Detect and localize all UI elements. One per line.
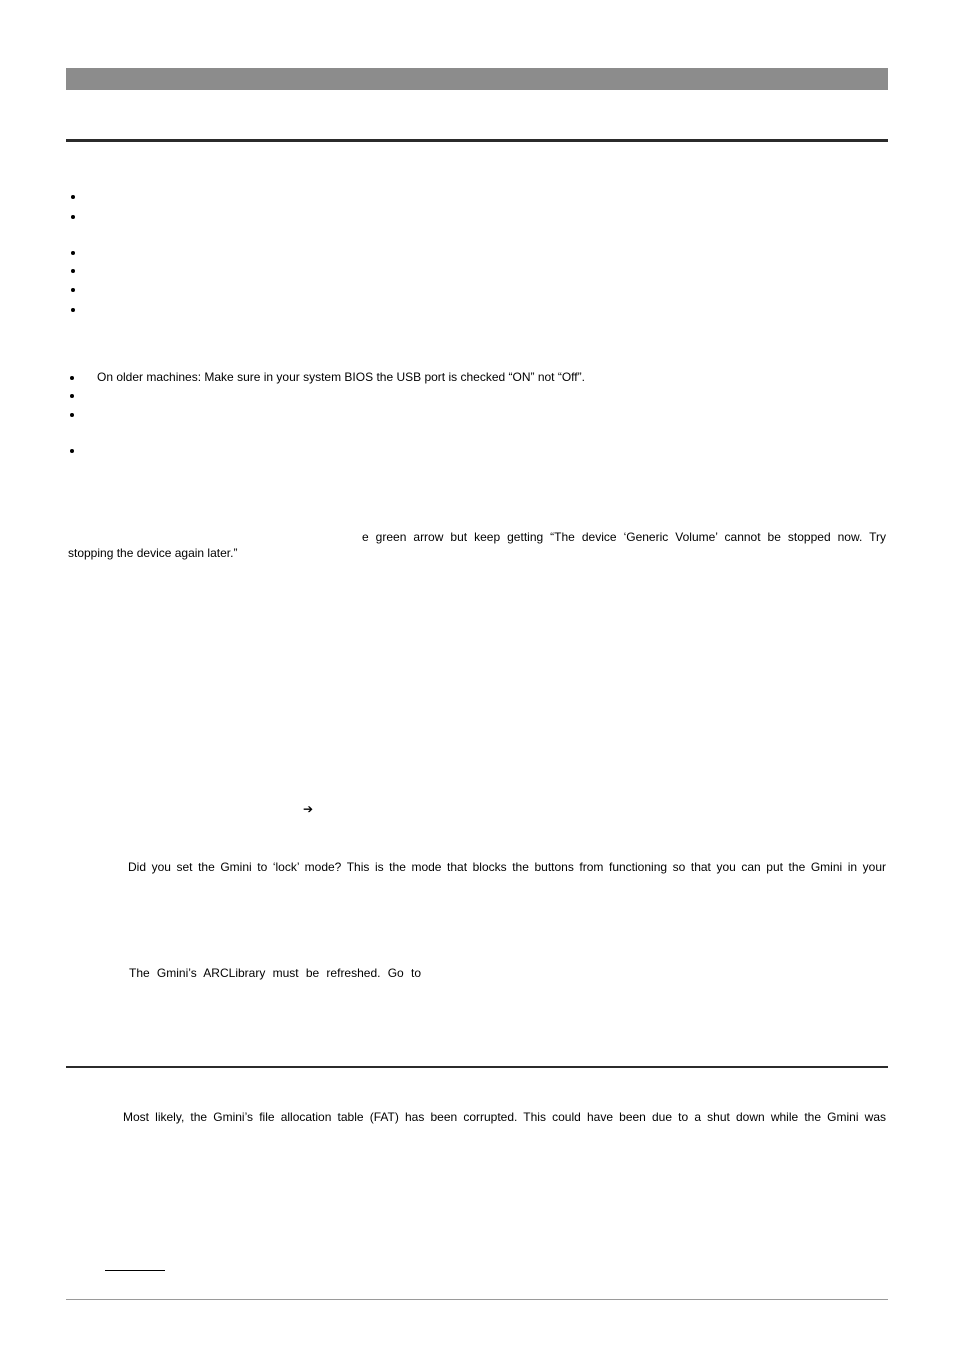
bullet-marker: [71, 251, 75, 255]
underline-mark: [105, 1270, 165, 1271]
footer-divider: [66, 1299, 888, 1300]
bullet-marker: [70, 449, 74, 453]
usb-bios-tip: On older machines: Make sure in your system BIOS the USB port is checked “ON” not “Off”.: [97, 370, 585, 384]
lock-mode-text: Did you set the Gmini to ‘lock’ mode? This is the mode that blocks the buttons from functioning so that you can put the Gmini in your: [128, 860, 886, 874]
bullet-marker: [71, 308, 75, 312]
section-divider-top: [66, 139, 888, 142]
stop-device-line-1: e green arrow but keep getting “The device ‘Generic Volume’ cannot be stopped now. Try: [362, 530, 886, 544]
bullet-marker: [71, 288, 75, 292]
header-bar: [66, 68, 888, 90]
bullet-marker: [71, 195, 75, 199]
bullet-marker: [71, 215, 75, 219]
stop-device-line-2: stopping the device again later.”: [68, 546, 238, 560]
bullet-marker: [70, 394, 74, 398]
section-divider-middle: [66, 1066, 888, 1068]
bullet-marker: [70, 376, 74, 380]
fat-corruption-text: Most likely, the Gmini’s file allocation table (FAT) has been corrupted. This could have been due to a shut down while the Gmini was: [123, 1110, 886, 1124]
bullet-marker: [71, 269, 75, 273]
right-arrow-icon: ➔: [303, 802, 314, 816]
arclibrary-text: The Gmini’s ARCLibrary must be refreshed. Go to: [129, 966, 421, 980]
bullet-marker: [70, 413, 74, 417]
